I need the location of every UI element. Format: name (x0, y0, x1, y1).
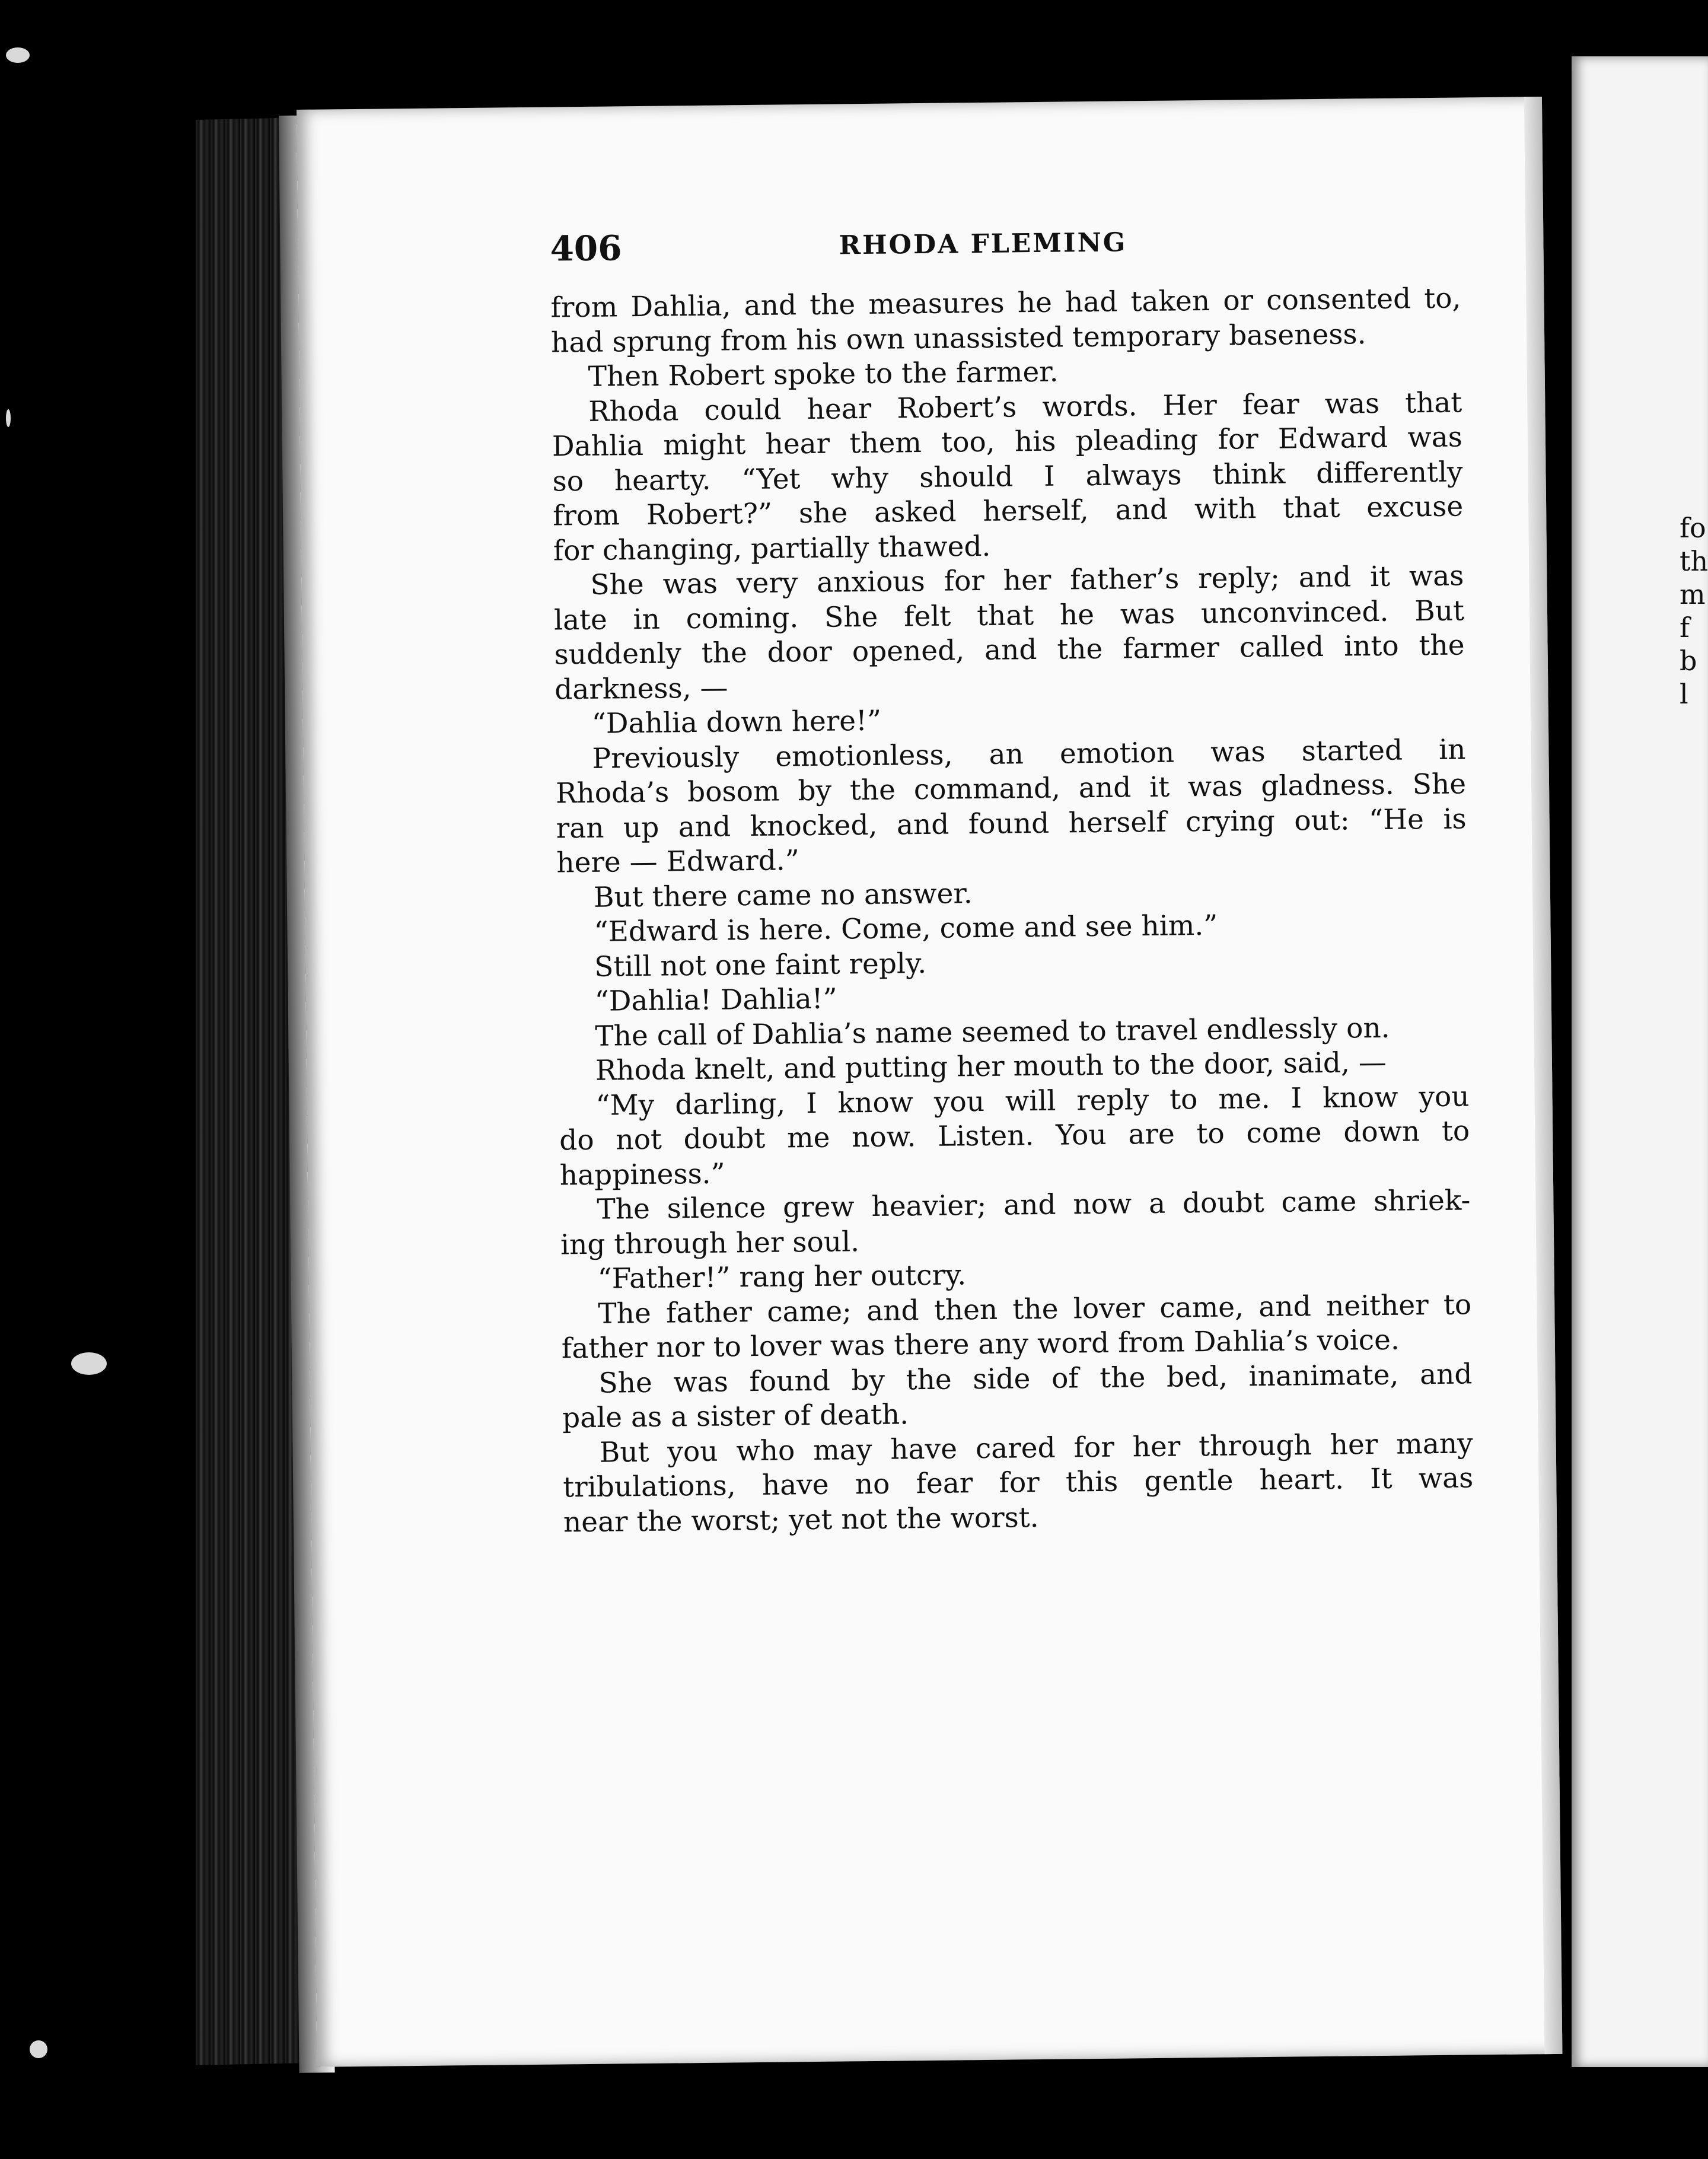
text-line: “Dahlia down here!” (591, 704, 882, 740)
adjacent-page-text (1680, 511, 1708, 711)
text-line: Rhoda knelt, and putting her mouth to the door, said, — (595, 1046, 1387, 1087)
text-line: near the worst; yet not the worst. (563, 1501, 1039, 1539)
text-line: “My darling, I know you will reply to me. I know you (595, 1080, 1470, 1122)
text-line: She was found by the side of the bed, inanimate, and (598, 1357, 1473, 1400)
text-line: The father came; and then the lover came, and neither to (597, 1288, 1472, 1330)
text-line: from Robert?” she asked herself, and with that excuse (552, 490, 1464, 533)
adjacent-page-fragment: b (1680, 645, 1697, 677)
text-line: Previously emotionless, an emotion was started in (592, 733, 1466, 775)
text-line: “Edward is here. Come, come and see him.” (594, 909, 1218, 948)
scan-speck (71, 1352, 107, 1375)
adjacent-page-fragment: fo (1680, 512, 1706, 544)
page-right-edge (1524, 97, 1563, 2054)
text-line: The call of Dahlia’s name seemed to travel endlessly on. (595, 1011, 1390, 1053)
text-line: Still not one faint reply. (594, 947, 927, 983)
adjacent-page (1572, 56, 1708, 2067)
text-line: so hearty. “Yet why should I always think differently (552, 455, 1463, 498)
text-line: tribulations, have no fear for this gentle heart. It was (563, 1461, 1474, 1504)
text-line: do not doubt me now. Listen. You are to come down to (559, 1114, 1470, 1157)
page-number: 406 (550, 228, 622, 269)
text-line: from Dahlia, and the measures he had taken or consented to, (550, 282, 1461, 324)
text-line: But you who may have cared for her through her many (599, 1426, 1473, 1469)
adjacent-page-fragment: l (1680, 678, 1688, 710)
scan-speck (6, 409, 11, 427)
book-page (297, 97, 1562, 2067)
text-line: for changing, partially thawed. (553, 530, 991, 568)
text-line: suddenly the door opened, and the farmer called into the (554, 629, 1465, 671)
text-line: late in coming. She felt that he was unconvinced. But (553, 594, 1465, 637)
text-line: darkness, — (554, 671, 728, 706)
running-title: RHODA FLEMING (839, 227, 1127, 261)
text-line: ran up and knocked, and found herself crying out: “He is (556, 802, 1467, 845)
text-line: Then Robert spoke to the farmer. (588, 355, 1059, 393)
text-line: But there came no answer. (593, 877, 973, 914)
text-line: pale as a sister of death. (562, 1398, 909, 1435)
text-line: here — Edward.” (556, 844, 800, 880)
scan-speck (6, 47, 30, 63)
adjacent-page-fragment: th (1680, 545, 1708, 577)
scan-speck (30, 2040, 47, 2058)
text-line: Dahlia might hear them too, his pleading for Edward was (552, 421, 1463, 463)
text-line: happiness.” (559, 1157, 725, 1192)
body-text (550, 281, 1474, 1540)
text-line: “Dahlia! Dahlia!” (594, 982, 837, 1018)
text-line: father nor to lover was there any word from Dahlia’s voice. (561, 1323, 1400, 1365)
text-line: had sprung from his own unassisted temporary baseness. (550, 317, 1366, 359)
text-line: The silence grew heavier; and now a doubt came shriek- (597, 1184, 1471, 1226)
text-line: Rhoda’s bosom by the command, and it was gladness. She (555, 768, 1467, 810)
text-line: She was very anxious for her father’s reply; and it was (590, 559, 1464, 601)
adjacent-page-fragment: f (1680, 612, 1690, 644)
page-header (550, 219, 1416, 269)
text-line: Rhoda could hear Robert’s words. Her fear was that (588, 386, 1462, 428)
text-line: ing through her soul. (560, 1225, 860, 1261)
adjacent-page-fragment: m (1680, 578, 1706, 610)
text-line: “Father!” rang her outcry. (597, 1259, 967, 1295)
